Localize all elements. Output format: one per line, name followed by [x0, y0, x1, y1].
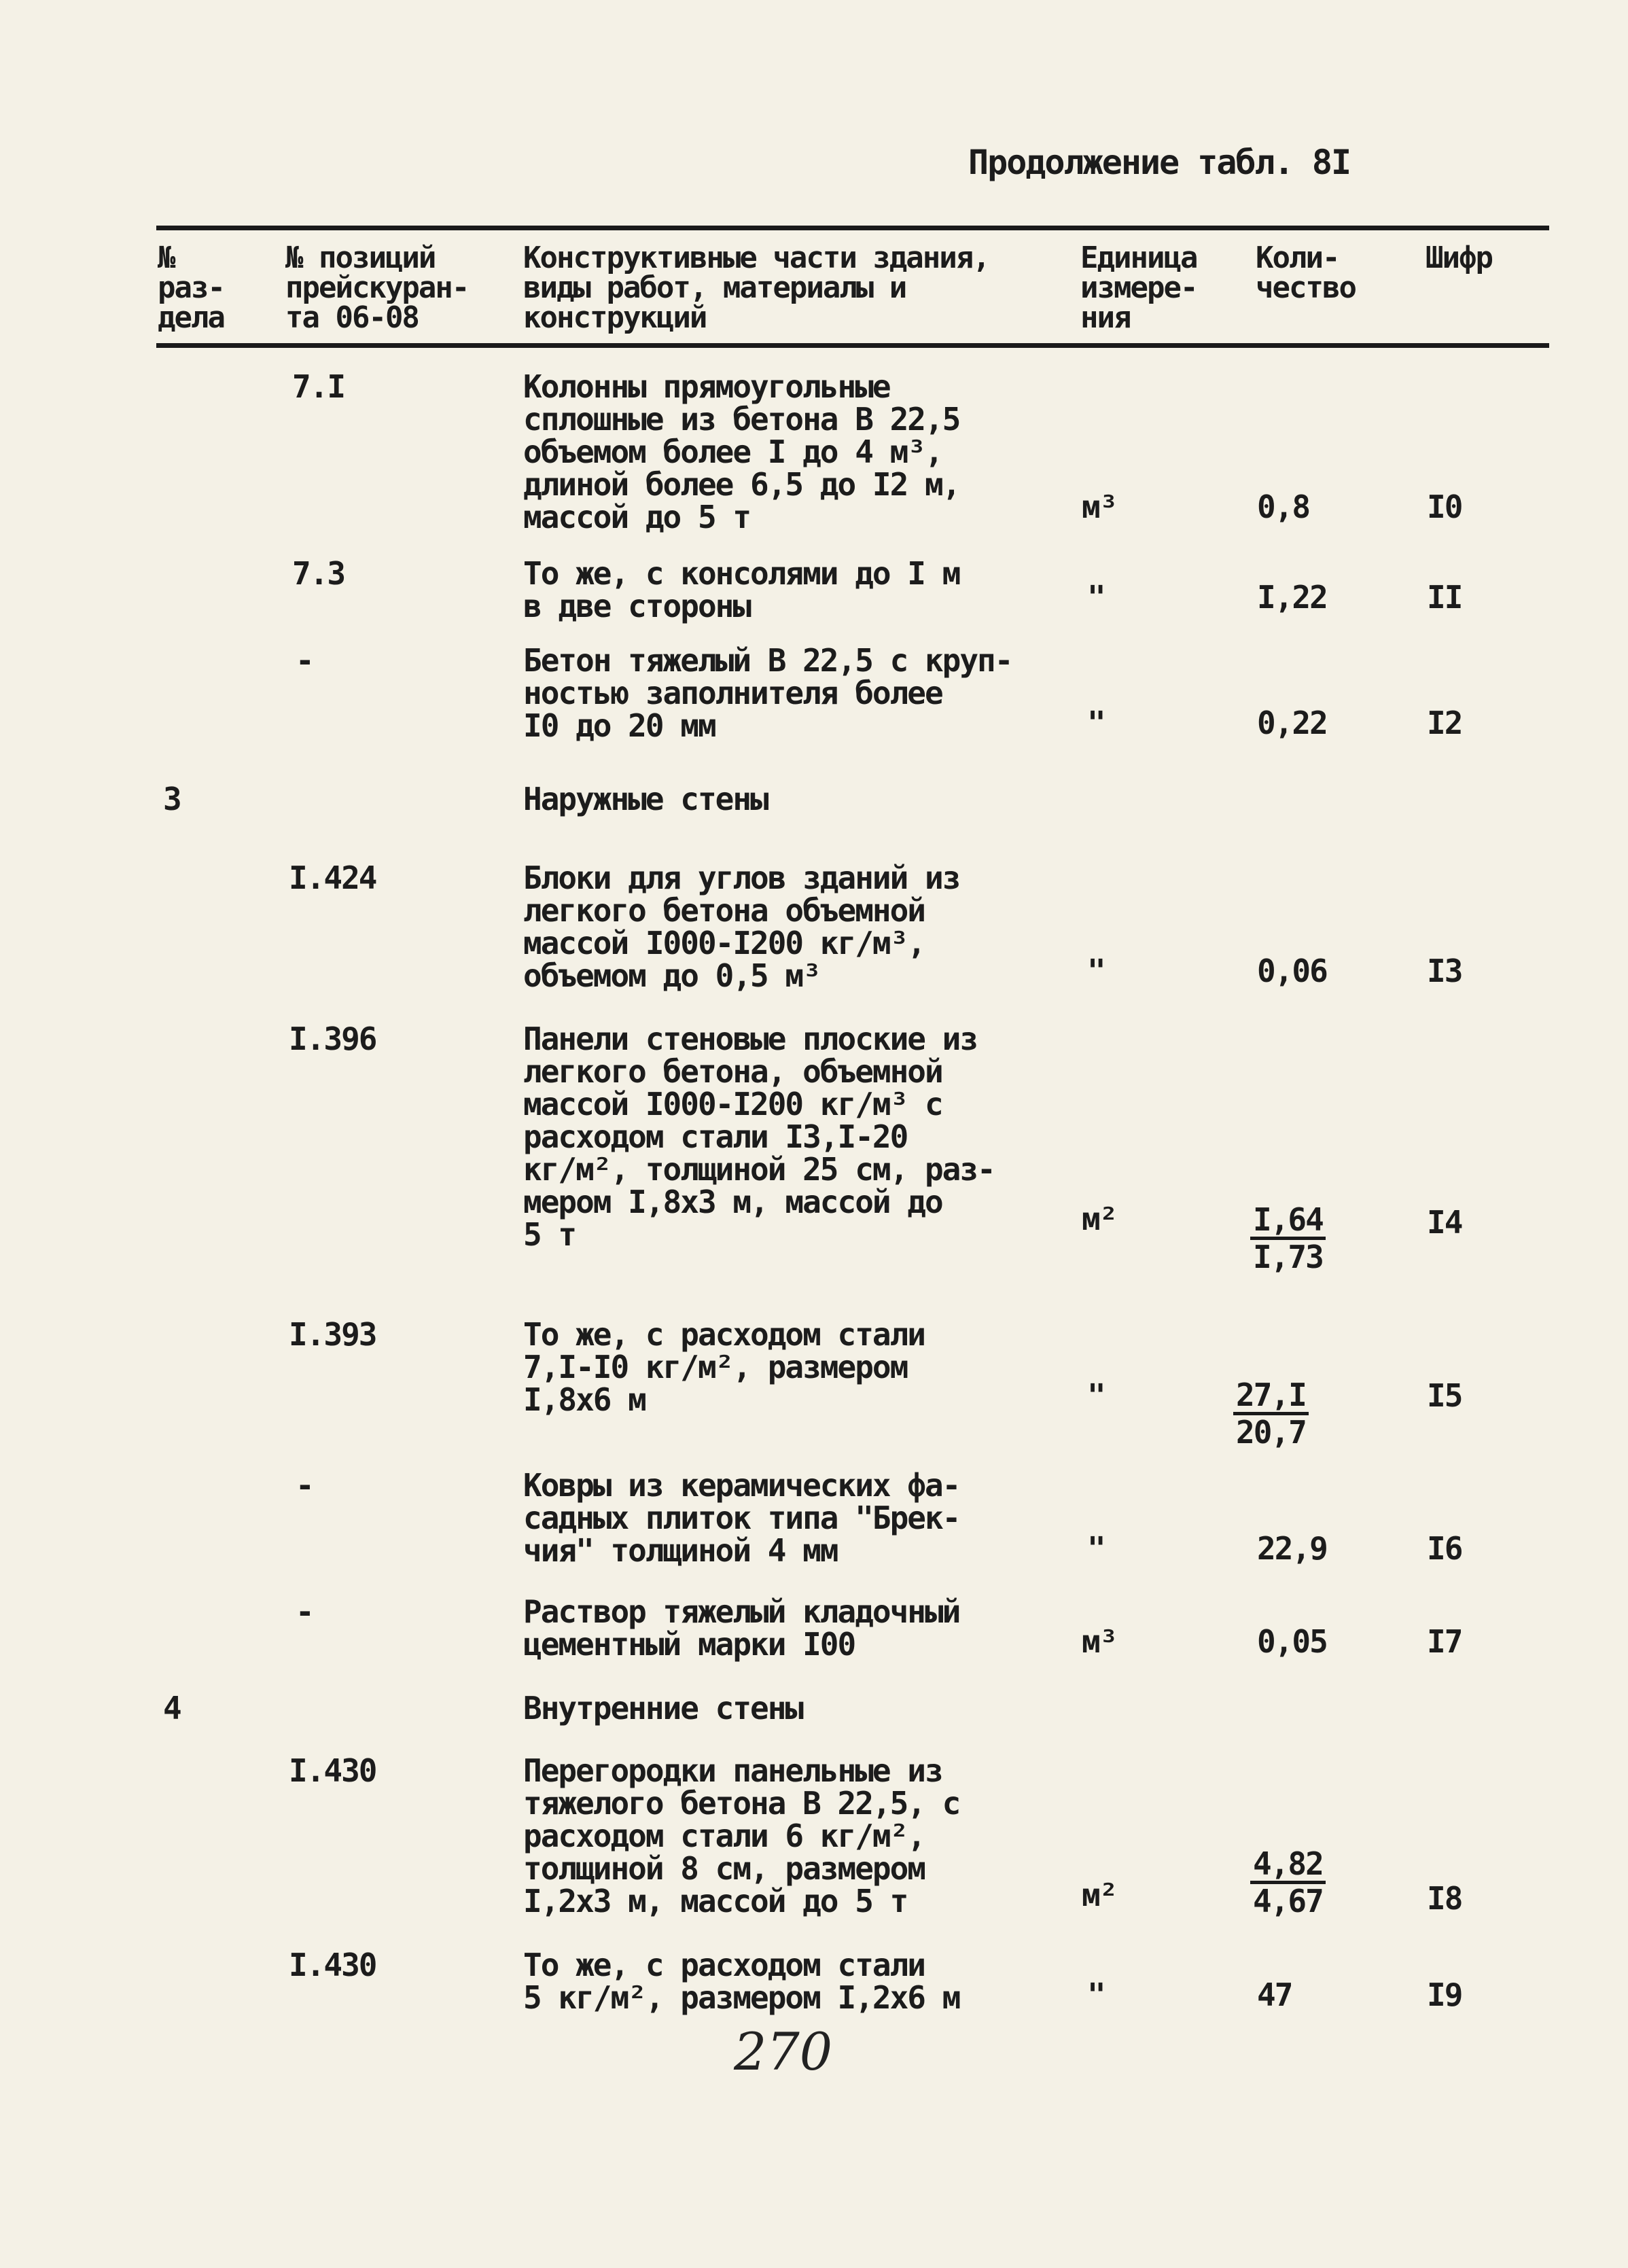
row-unit: м³: [1082, 489, 1117, 525]
row-unit: ": [1087, 953, 1105, 989]
row-quantity: 0,05: [1257, 1623, 1327, 1660]
row-quantity: 47: [1257, 1977, 1292, 2013]
row-quantity: 0,8: [1257, 489, 1310, 525]
row-quantity: 22,9: [1257, 1530, 1327, 1567]
row-description: То же, с консолями до I м в две стороны: [523, 555, 960, 624]
row-description: Бетон тяжелый В 22,5 с круп- ностью заполнителя более I0 до 20 мм: [523, 642, 1012, 744]
row-position: I.424: [289, 860, 376, 896]
row-position: I.430: [289, 1752, 376, 1789]
row-description: Раствор тяжелый кладочный цементный марки I00: [523, 1593, 960, 1663]
header-unit: Единица измере- ния: [1080, 241, 1197, 335]
row-quantity: 0,06: [1257, 953, 1327, 989]
row-position: 7.I: [292, 368, 345, 405]
section-title: Наружные стены: [523, 781, 768, 817]
row-quantity: 0,22: [1257, 705, 1327, 741]
row-code: I7: [1427, 1623, 1462, 1660]
row-description: То же, с расходом стали 5 кг/м², размером I,2х6 м: [523, 1947, 960, 2016]
row-description: Блоки для углов зданий из легкого бетона объемной массой I000-I200 кг/м³, объемом до 0,5 м³: [523, 860, 960, 994]
row-description: Колонны прямоугольные сплошные из бетона В 22,5 объемом более I до 4 м³, длиной более 6,5 до I2 м, массой до 5 т: [523, 368, 960, 535]
header-bottom-rule: [156, 343, 1549, 348]
row-code: II: [1427, 579, 1462, 616]
row-description: Перегородки панельные из тяжелого бетона В 22,5, с расходом стали 6 кг/м², толщиной 8 см, размером I,2х3 м, массой до 5 т: [523, 1752, 960, 1919]
row-quantity-fraction: [1250, 1847, 1326, 1918]
row-position: -: [296, 642, 313, 679]
row-position: 7.3: [292, 555, 345, 592]
row-quantity-fraction: [1233, 1378, 1309, 1449]
row-unit: м³: [1082, 1623, 1117, 1660]
header-quantity: Коли- чество: [1256, 241, 1356, 305]
row-description: То же, с расходом стали 7,I-I0 кг/м², размером I,8х6 м: [523, 1316, 925, 1418]
header-code: Шифр: [1426, 241, 1492, 275]
header-description: Конструктивные части здания, виды работ, материалы и конструкций: [523, 241, 989, 335]
quantity-numerator: 4,82: [1250, 1847, 1326, 1884]
section-title: Внутренние стены: [523, 1690, 803, 1726]
row-unit: ": [1087, 1977, 1105, 2013]
row-code: I5: [1427, 1377, 1462, 1414]
page-number: 270: [734, 2021, 833, 2082]
quantity-denominator: I,73: [1253, 1239, 1323, 1275]
row-unit: ": [1087, 579, 1105, 616]
row-code: I3: [1427, 953, 1462, 989]
row-quantity-fraction: [1250, 1203, 1326, 1274]
row-position: I.396: [289, 1021, 376, 1057]
header-top-rule: [156, 226, 1549, 230]
header-section: № раз- дела: [158, 241, 224, 335]
row-unit: ": [1087, 705, 1105, 741]
row-code: I4: [1427, 1204, 1462, 1241]
quantity-numerator: I,64: [1250, 1203, 1326, 1240]
row-unit: ": [1087, 1530, 1105, 1567]
row-position: -: [296, 1593, 313, 1630]
row-unit: ": [1087, 1377, 1105, 1414]
quantity-denominator: 4,67: [1253, 1883, 1323, 1919]
section-number: 4: [163, 1690, 181, 1726]
section-number: 3: [163, 781, 181, 817]
row-unit: м²: [1082, 1877, 1117, 1913]
row-position: -: [296, 1467, 313, 1504]
quantity-denominator: 20,7: [1236, 1414, 1306, 1451]
row-code: I9: [1427, 1977, 1462, 2013]
row-position: I.430: [289, 1947, 376, 1983]
header-position: № позиций прейскуран- та 06-08: [285, 241, 469, 335]
continuation-title: Продолжение табл. 8I: [968, 143, 1351, 182]
row-description: Панели стеновые плоские из легкого бетона, объемной массой I000-I200 кг/м³ с расходом стали I3,I-20 кг/м², толщиной 25 см, раз- мером I,8х3 м, массой до 5 т: [523, 1021, 995, 1253]
row-code: I8: [1427, 1880, 1462, 1917]
row-unit: м²: [1082, 1201, 1117, 1237]
row-code: I0: [1427, 489, 1462, 525]
row-quantity: I,22: [1257, 579, 1327, 616]
row-description: Ковры из керамических фа- садных плиток типа "Брек- чия" толщиной 4 мм: [523, 1467, 960, 1569]
row-code: I2: [1427, 705, 1462, 741]
quantity-numerator: 27,I: [1233, 1378, 1309, 1415]
row-position: I.393: [289, 1316, 376, 1353]
row-code: I6: [1427, 1530, 1462, 1567]
